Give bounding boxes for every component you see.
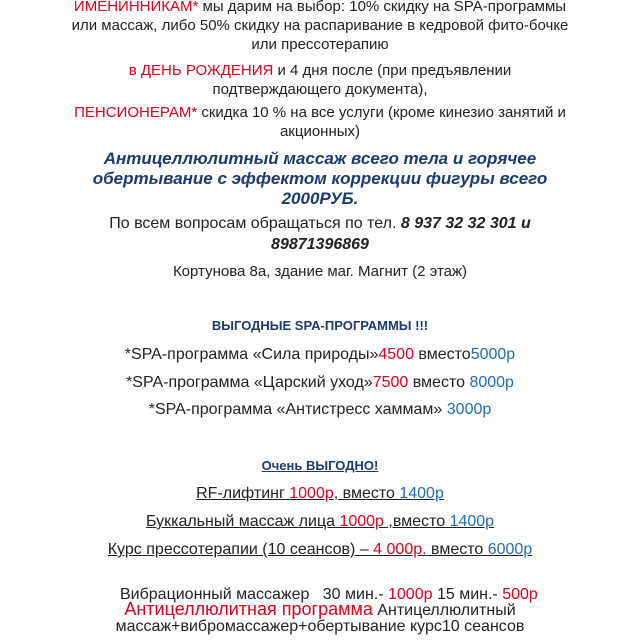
deal-item-sep: ,вместо xyxy=(383,513,450,530)
birthday-rule-line2: подтверждающего документа), xyxy=(212,81,428,98)
promo-line3: 2000РУБ. xyxy=(281,189,359,208)
deal-item-sep: , вместо xyxy=(333,485,400,502)
promo-line2: обертывание с эффектом коррекции фигуры всего xyxy=(92,169,548,188)
deal-item-price: 1000р xyxy=(289,485,334,502)
vibro-name: Вибрационный массажер 30 мин.- xyxy=(120,586,388,603)
birthday-rule-text: (при предъявлении xyxy=(372,62,512,79)
spa-item-price: 4500 xyxy=(378,346,414,363)
deal-item-sep: вместо xyxy=(426,541,488,558)
spa-item-price: 7500 xyxy=(372,374,409,391)
birthday-rule-bold: и 4 дня после xyxy=(273,62,373,79)
deal-item-old-price: 1400р xyxy=(399,485,444,502)
pensioners-label: ПЕНСИОНЕРАМ* xyxy=(74,104,198,121)
deal-item-name: Буккальный массаж лица xyxy=(145,513,340,530)
birthday-offer-line3: или прессотерапию xyxy=(251,36,389,53)
spa-item xyxy=(0,401,640,419)
birthday-offer-line1 xyxy=(0,0,640,15)
birthday-offer-text: мы дарим на выбор: 10% скидку на SPA-программы xyxy=(198,0,567,15)
spa-item-old-price: 3000р xyxy=(446,401,492,418)
spa-item-sep: вместо xyxy=(413,346,471,363)
anticellulite-text: Антицеллюлитный xyxy=(372,602,516,619)
vibro-mid: 15 мин.- xyxy=(432,586,503,603)
spa-item xyxy=(0,374,640,392)
birthday-rule-label: в ДЕНЬ РОЖДЕНИЯ xyxy=(128,62,274,79)
vibro-price-30: 1000р xyxy=(388,586,433,603)
anticellulite-line1 xyxy=(0,599,640,620)
deal-item-old-price: 1400р xyxy=(449,513,495,530)
anticellulite-line2: массаж+вибромассажер+обертывание курс10 сеансов xyxy=(115,618,525,635)
deal-item-old-price: 6000р xyxy=(487,541,533,558)
vibro-price-15: 500р xyxy=(502,586,538,603)
deal-item-name: Курс прессотерапии (10 сеансов) – xyxy=(107,541,374,558)
contact-phone1: 8 937 32 32 301 и xyxy=(400,215,531,232)
deal-item-price: 1000р xyxy=(339,513,384,530)
spa-heading: ВЫГОДНЫЕ SPA-ПРОГРАММЫ !!! xyxy=(211,318,429,333)
contact-text: По всем вопросам обращаться по тел. xyxy=(109,215,401,232)
deal-item-price: 4 000р. xyxy=(373,541,427,558)
spa-item-name: *SPA-программа «Антистресс хаммам» xyxy=(148,401,447,418)
spa-item xyxy=(0,346,640,364)
spa-item-sep: вместо xyxy=(408,374,470,391)
deal-item xyxy=(0,541,640,559)
contact-address: Кортунова 8а, здание маг. Магнит (2 этаж) xyxy=(172,263,468,280)
birthday-offer-label: ИМЕНИННИКАМ* xyxy=(73,0,199,15)
contact-phone2: 89871396869 xyxy=(271,236,369,253)
spa-item-name: *SPA-программа «Царский уход» xyxy=(126,374,373,391)
pensioners-line2: акционных) xyxy=(279,123,361,140)
deal-item-name: RF-лифтинг xyxy=(196,485,290,502)
birthday-offer-line2: или массаж, либо 50% скидку на распаривание в кедровой фито-бочке xyxy=(71,17,569,34)
spa-item-old-price: 8000р xyxy=(469,374,514,391)
contact-line1 xyxy=(0,215,640,233)
pensioners-line1 xyxy=(0,104,640,121)
spa-item-name: *SPA-программа «Сила природы» xyxy=(124,346,379,363)
promo-line1: Антицеллюлитный массаж всего тела и горячее xyxy=(103,149,537,168)
deal-item xyxy=(0,485,640,503)
deals-heading: Очень ВЫГОДНО! xyxy=(261,458,379,473)
birthday-rule-line1 xyxy=(0,62,640,79)
pensioners-text: скидка 10 % на все услуги (кроме кинезио занятий и xyxy=(197,104,566,121)
spa-item-old-price: 5000р xyxy=(470,346,516,363)
anticellulite-label: Антицеллюлитная программа xyxy=(124,599,373,619)
deal-item xyxy=(0,513,640,531)
